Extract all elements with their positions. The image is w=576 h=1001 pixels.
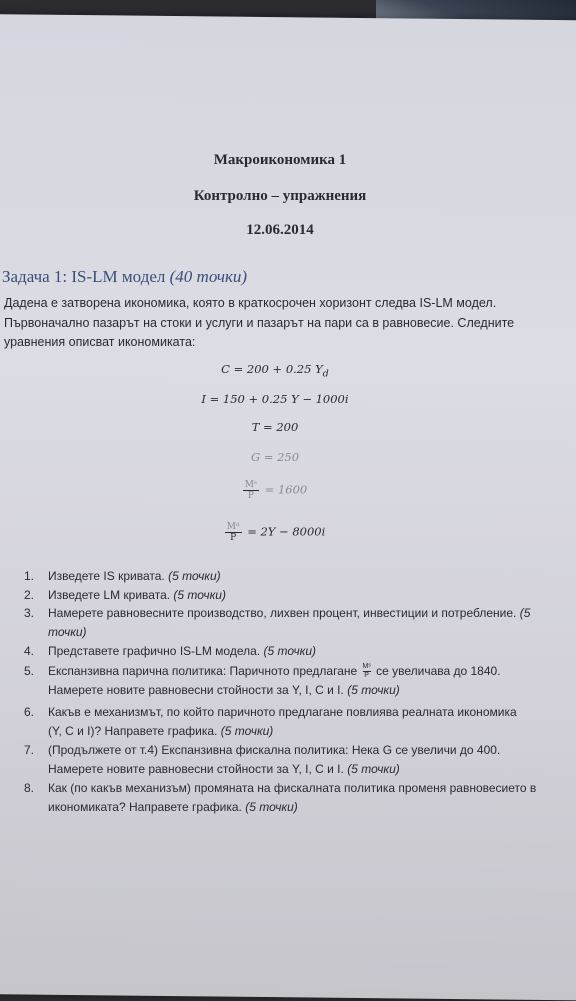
task-title: Задача 1: IS-LM модел <box>2 267 166 286</box>
question-points: (5 точки) <box>220 724 274 738</box>
question-body: Намерете равновесните производство, лихвен процент, инвестиции и потребление. <box>48 606 517 620</box>
money-supply-value: = 1600 <box>264 482 308 497</box>
question-body: Как (по какъв механизъм) промяната на фискалната политика променя равновесието в <box>48 781 537 795</box>
money-supply-denominator: P <box>247 491 254 501</box>
question-number: 7. <box>24 743 35 757</box>
money-demand-fraction <box>225 522 242 543</box>
inline-fraction-numerator: Mˢ <box>362 663 371 671</box>
intro-line-3: уравнения описват икономиката: <box>4 335 196 349</box>
money-demand-value: = 2Y − 8000i <box>247 524 326 539</box>
equation-consumption-sub: d <box>322 368 329 380</box>
question-text <box>48 779 548 817</box>
equation-money-supply <box>200 480 350 501</box>
task-heading <box>2 267 247 287</box>
question-text <box>48 567 548 586</box>
question-body: Изведете LM кривата. <box>48 588 171 602</box>
question-points: (5 точки) <box>173 588 226 602</box>
question-points: (5 точки) <box>347 762 400 776</box>
test-title: Контролно – упражнения <box>193 188 367 204</box>
course-title: Макроикономика 1 <box>213 152 347 168</box>
intro-line-1: Дадена е затворена икономика, която в краткосрочен хоризонт следва IS-LM модел. <box>4 296 497 310</box>
equation-consumption-text: C = 200 + 0.25 Y <box>221 362 323 376</box>
question-body-line2: (Y, C и I)? Направете графика. <box>48 724 218 738</box>
question-number: 2. <box>24 588 35 602</box>
question-body: Какъв е механизмът, по който паричното предлагане повлиява реалната икономика <box>48 705 517 719</box>
question-number: 4. <box>24 644 35 658</box>
money-demand-denominator: P <box>230 533 237 543</box>
equation-government <box>200 450 350 464</box>
money-supply-numerator: Mˢ <box>244 480 258 490</box>
question-body-line2: Намерете новите равновесни стойности за Y, I, C и I. <box>48 683 344 697</box>
question-body-line2: икономиката? Направете графика. <box>48 800 242 814</box>
test-date: 12.06.2014 <box>246 222 314 238</box>
question-number: 8. <box>24 781 35 795</box>
question-body: (Продължете от т.4) Експанзивна фискална политика: Нека G се увеличи до 400. <box>48 743 501 757</box>
equation-consumption <box>200 362 350 379</box>
money-supply-inline-fraction <box>363 663 371 680</box>
question-body-cont: се увеличава до 1840. <box>376 664 501 678</box>
question-number: 5. <box>24 664 35 678</box>
intro-line-2: Първоначално пазарът на стоки и услуги и пазарът на пари са в равновесие. Следните <box>4 316 515 330</box>
equation-taxes <box>200 420 350 434</box>
task-points: (40 точки) <box>169 267 248 286</box>
question-points: (5 точки) <box>168 569 221 583</box>
question-text <box>48 604 548 642</box>
question-number: 6. <box>24 705 35 719</box>
question-body: Експанзивна парична политика: Паричното предлагане <box>48 664 358 678</box>
question-number: 3. <box>24 606 35 620</box>
equation-investment-text: I = 150 + 0.25 Y − 1000i <box>201 392 349 406</box>
equation-money-demand <box>200 522 350 543</box>
question-text <box>48 642 548 661</box>
inline-fraction-denominator: P <box>364 672 369 680</box>
question-body: Представете графично IS-LM модела. <box>48 644 261 658</box>
money-demand-numerator: Mᵈ <box>226 522 240 532</box>
money-supply-fraction <box>243 480 259 501</box>
question-points: (5 точки) <box>245 800 298 814</box>
question-text <box>48 703 548 741</box>
question-points: (5 точки) <box>48 606 531 639</box>
equation-investment <box>180 392 370 406</box>
question-text <box>48 586 548 605</box>
question-text <box>48 741 548 779</box>
question-number: 1. <box>24 569 35 583</box>
question-body-line2: Намерете новите равновесни стойности за Y, I, C и I. <box>48 762 344 776</box>
question-points: (5 точки) <box>347 683 400 697</box>
question-body: Изведете IS кривата. <box>48 569 165 583</box>
equation-taxes-text: T = 200 <box>251 420 299 434</box>
equation-government-text: G = 250 <box>250 450 300 464</box>
question-points: (5 точки) <box>263 644 316 658</box>
question-text <box>48 662 548 700</box>
